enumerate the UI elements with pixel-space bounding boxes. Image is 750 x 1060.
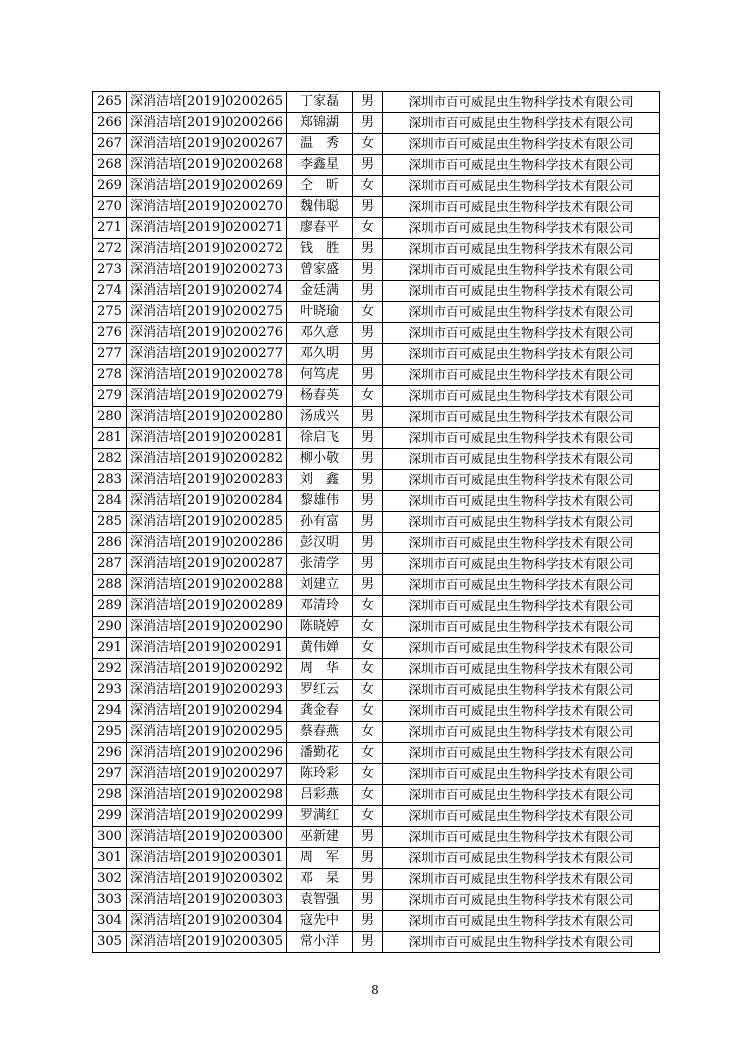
certificate-number-cell: 深消洁培[2019]0200298 [127, 785, 287, 806]
row-number-cell: 303 [93, 890, 127, 911]
table-row [93, 197, 660, 218]
person-name-cell: 魏伟聪 [287, 197, 353, 218]
company-name-cell: 深圳市百可威昆虫生物科学技术有限公司 [383, 218, 660, 239]
gender-cell: 男 [353, 407, 383, 428]
gender-cell: 男 [353, 575, 383, 596]
certificate-number-cell: 深消洁培[2019]0200292 [127, 659, 287, 680]
table-row [93, 785, 660, 806]
row-number-cell: 276 [93, 323, 127, 344]
person-name-cell: 金廷满 [287, 281, 353, 302]
person-name-cell: 罗满红 [287, 806, 353, 827]
company-name-cell: 深圳市百可威昆虫生物科学技术有限公司 [383, 680, 660, 701]
person-name-cell: 丁家磊 [287, 92, 353, 113]
row-number-cell: 286 [93, 533, 127, 554]
certificate-number-cell: 深消洁培[2019]0200281 [127, 428, 287, 449]
row-number-cell: 269 [93, 176, 127, 197]
roster-table [92, 91, 660, 953]
row-number-cell: 291 [93, 638, 127, 659]
company-name-cell: 深圳市百可威昆虫生物科学技术有限公司 [383, 617, 660, 638]
row-number-cell: 299 [93, 806, 127, 827]
row-number-cell: 272 [93, 239, 127, 260]
company-name-cell: 深圳市百可威昆虫生物科学技术有限公司 [383, 722, 660, 743]
person-name-cell: 陈玲彩 [287, 764, 353, 785]
table-row [93, 386, 660, 407]
certificate-number-cell: 深消洁培[2019]0200276 [127, 323, 287, 344]
table-row [93, 113, 660, 134]
row-number-cell: 304 [93, 911, 127, 932]
certificate-number-cell: 深消洁培[2019]0200283 [127, 470, 287, 491]
certificate-number-cell: 深消洁培[2019]0200297 [127, 764, 287, 785]
gender-cell: 男 [353, 932, 383, 953]
row-number-cell: 283 [93, 470, 127, 491]
row-number-cell: 287 [93, 554, 127, 575]
person-name-cell: 罗红云 [287, 680, 353, 701]
company-name-cell: 深圳市百可威昆虫生物科学技术有限公司 [383, 869, 660, 890]
company-name-cell: 深圳市百可威昆虫生物科学技术有限公司 [383, 113, 660, 134]
table-row [93, 659, 660, 680]
certificate-number-cell: 深消洁培[2019]0200275 [127, 302, 287, 323]
gender-cell: 女 [353, 806, 383, 827]
company-name-cell: 深圳市百可威昆虫生物科学技术有限公司 [383, 554, 660, 575]
row-number-cell: 277 [93, 344, 127, 365]
gender-cell: 女 [353, 176, 383, 197]
certificate-number-cell: 深消洁培[2019]0200294 [127, 701, 287, 722]
company-name-cell: 深圳市百可威昆虫生物科学技术有限公司 [383, 323, 660, 344]
row-number-cell: 265 [93, 92, 127, 113]
person-name-cell: 寇先中 [287, 911, 353, 932]
certificate-number-cell: 深消洁培[2019]0200301 [127, 848, 287, 869]
company-name-cell: 深圳市百可威昆虫生物科学技术有限公司 [383, 92, 660, 113]
company-name-cell: 深圳市百可威昆虫生物科学技术有限公司 [383, 575, 660, 596]
certificate-number-cell: 深消洁培[2019]0200273 [127, 260, 287, 281]
row-number-cell: 282 [93, 449, 127, 470]
row-number-cell: 271 [93, 218, 127, 239]
certificate-number-cell: 深消洁培[2019]0200284 [127, 491, 287, 512]
row-number-cell: 297 [93, 764, 127, 785]
certificate-number-cell: 深消洁培[2019]0200295 [127, 722, 287, 743]
row-number-cell: 273 [93, 260, 127, 281]
company-name-cell: 深圳市百可威昆虫生物科学技术有限公司 [383, 785, 660, 806]
row-number-cell: 268 [93, 155, 127, 176]
person-name-cell: 李鑫星 [287, 155, 353, 176]
certificate-number-cell: 深消洁培[2019]0200305 [127, 932, 287, 953]
gender-cell: 男 [353, 281, 383, 302]
certificate-number-cell: 深消洁培[2019]0200302 [127, 869, 287, 890]
person-name-cell: 廖春平 [287, 218, 353, 239]
company-name-cell: 深圳市百可威昆虫生物科学技术有限公司 [383, 638, 660, 659]
gender-cell: 男 [353, 470, 383, 491]
row-number-cell: 279 [93, 386, 127, 407]
gender-cell: 女 [353, 659, 383, 680]
person-name-cell: 龚金春 [287, 701, 353, 722]
row-number-cell: 267 [93, 134, 127, 155]
table-row [93, 176, 660, 197]
row-number-cell: 280 [93, 407, 127, 428]
person-name-cell: 柳小敬 [287, 449, 353, 470]
company-name-cell: 深圳市百可威昆虫生物科学技术有限公司 [383, 932, 660, 953]
company-name-cell: 深圳市百可威昆虫生物科学技术有限公司 [383, 890, 660, 911]
certificate-number-cell: 深消洁培[2019]0200280 [127, 407, 287, 428]
table-row [93, 134, 660, 155]
person-name-cell: 邓久意 [287, 323, 353, 344]
row-number-cell: 275 [93, 302, 127, 323]
gender-cell: 女 [353, 743, 383, 764]
person-name-cell: 袁智强 [287, 890, 353, 911]
row-number-cell: 290 [93, 617, 127, 638]
row-number-cell: 288 [93, 575, 127, 596]
person-name-cell: 刘 鑫 [287, 470, 353, 491]
certificate-number-cell: 深消洁培[2019]0200282 [127, 449, 287, 470]
company-name-cell: 深圳市百可威昆虫生物科学技术有限公司 [383, 134, 660, 155]
person-name-cell: 邓 杲 [287, 869, 353, 890]
row-number-cell: 292 [93, 659, 127, 680]
row-number-cell: 274 [93, 281, 127, 302]
row-number-cell: 270 [93, 197, 127, 218]
person-name-cell: 邓清玲 [287, 596, 353, 617]
person-name-cell: 温 秀 [287, 134, 353, 155]
row-number-cell: 300 [93, 827, 127, 848]
company-name-cell: 深圳市百可威昆虫生物科学技术有限公司 [383, 533, 660, 554]
roster-table-body [93, 92, 660, 953]
certificate-number-cell: 深消洁培[2019]0200303 [127, 890, 287, 911]
table-row [93, 323, 660, 344]
gender-cell: 男 [353, 113, 383, 134]
company-name-cell: 深圳市百可威昆虫生物科学技术有限公司 [383, 176, 660, 197]
certificate-number-cell: 深消洁培[2019]0200271 [127, 218, 287, 239]
person-name-cell: 邓久明 [287, 344, 353, 365]
gender-cell: 男 [353, 911, 383, 932]
row-number-cell: 302 [93, 869, 127, 890]
company-name-cell: 深圳市百可威昆虫生物科学技术有限公司 [383, 491, 660, 512]
gender-cell: 男 [353, 197, 383, 218]
table-row [93, 239, 660, 260]
certificate-number-cell: 深消洁培[2019]0200304 [127, 911, 287, 932]
company-name-cell: 深圳市百可威昆虫生物科学技术有限公司 [383, 239, 660, 260]
row-number-cell: 295 [93, 722, 127, 743]
company-name-cell: 深圳市百可威昆虫生物科学技术有限公司 [383, 911, 660, 932]
gender-cell: 女 [353, 722, 383, 743]
gender-cell: 女 [353, 638, 383, 659]
table-row [93, 911, 660, 932]
person-name-cell: 仝 昕 [287, 176, 353, 197]
person-name-cell: 吕彩燕 [287, 785, 353, 806]
company-name-cell: 深圳市百可威昆虫生物科学技术有限公司 [383, 659, 660, 680]
certificate-number-cell: 深消洁培[2019]0200293 [127, 680, 287, 701]
company-name-cell: 深圳市百可威昆虫生物科学技术有限公司 [383, 197, 660, 218]
certificate-number-cell: 深消洁培[2019]0200289 [127, 596, 287, 617]
row-number-cell: 284 [93, 491, 127, 512]
certificate-number-cell: 深消洁培[2019]0200285 [127, 512, 287, 533]
certificate-number-cell: 深消洁培[2019]0200300 [127, 827, 287, 848]
certificate-number-cell: 深消洁培[2019]0200290 [127, 617, 287, 638]
table-row [93, 281, 660, 302]
table-row [93, 575, 660, 596]
certificate-number-cell: 深消洁培[2019]0200266 [127, 113, 287, 134]
gender-cell: 男 [353, 848, 383, 869]
gender-cell: 男 [353, 512, 383, 533]
table-row [93, 491, 660, 512]
row-number-cell: 285 [93, 512, 127, 533]
gender-cell: 女 [353, 302, 383, 323]
company-name-cell: 深圳市百可威昆虫生物科学技术有限公司 [383, 806, 660, 827]
gender-cell: 男 [353, 554, 383, 575]
certificate-number-cell: 深消洁培[2019]0200267 [127, 134, 287, 155]
gender-cell: 女 [353, 701, 383, 722]
table-row [93, 701, 660, 722]
table-row [93, 512, 660, 533]
person-name-cell: 何笃虎 [287, 365, 353, 386]
gender-cell: 女 [353, 617, 383, 638]
row-number-cell: 278 [93, 365, 127, 386]
table-row [93, 848, 660, 869]
person-name-cell: 郑锦湖 [287, 113, 353, 134]
certificate-number-cell: 深消洁培[2019]0200278 [127, 365, 287, 386]
gender-cell: 女 [353, 596, 383, 617]
person-name-cell: 蔡春燕 [287, 722, 353, 743]
company-name-cell: 深圳市百可威昆虫生物科学技术有限公司 [383, 764, 660, 785]
gender-cell: 男 [353, 827, 383, 848]
gender-cell: 男 [353, 92, 383, 113]
page-number: 8 [371, 983, 379, 997]
company-name-cell: 深圳市百可威昆虫生物科学技术有限公司 [383, 281, 660, 302]
gender-cell: 男 [353, 365, 383, 386]
company-name-cell: 深圳市百可威昆虫生物科学技术有限公司 [383, 365, 660, 386]
company-name-cell: 深圳市百可威昆虫生物科学技术有限公司 [383, 302, 660, 323]
table-row [93, 449, 660, 470]
row-number-cell: 289 [93, 596, 127, 617]
company-name-cell: 深圳市百可威昆虫生物科学技术有限公司 [383, 260, 660, 281]
gender-cell: 男 [353, 890, 383, 911]
table-row [93, 428, 660, 449]
gender-cell: 男 [353, 344, 383, 365]
gender-cell: 男 [353, 239, 383, 260]
table-row [93, 827, 660, 848]
gender-cell: 男 [353, 155, 383, 176]
certificate-number-cell: 深消洁培[2019]0200272 [127, 239, 287, 260]
certificate-number-cell: 深消洁培[2019]0200299 [127, 806, 287, 827]
company-name-cell: 深圳市百可威昆虫生物科学技术有限公司 [383, 386, 660, 407]
gender-cell: 女 [353, 785, 383, 806]
gender-cell: 男 [353, 428, 383, 449]
person-name-cell: 汤成兴 [287, 407, 353, 428]
table-row [93, 554, 660, 575]
certificate-number-cell: 深消洁培[2019]0200288 [127, 575, 287, 596]
certificate-number-cell: 深消洁培[2019]0200274 [127, 281, 287, 302]
table-row [93, 470, 660, 491]
person-name-cell: 叶晓瑜 [287, 302, 353, 323]
certificate-number-cell: 深消洁培[2019]0200269 [127, 176, 287, 197]
table-row [93, 680, 660, 701]
table-row [93, 722, 660, 743]
gender-cell: 男 [353, 449, 383, 470]
certificate-number-cell: 深消洁培[2019]0200277 [127, 344, 287, 365]
certificate-number-cell: 深消洁培[2019]0200270 [127, 197, 287, 218]
table-row [93, 617, 660, 638]
certificate-number-cell: 深消洁培[2019]0200268 [127, 155, 287, 176]
gender-cell: 男 [353, 260, 383, 281]
table-row [93, 764, 660, 785]
row-number-cell: 294 [93, 701, 127, 722]
gender-cell: 男 [353, 323, 383, 344]
gender-cell: 女 [353, 764, 383, 785]
person-name-cell: 钱 胜 [287, 239, 353, 260]
certificate-number-cell: 深消洁培[2019]0200286 [127, 533, 287, 554]
person-name-cell: 潘勤花 [287, 743, 353, 764]
company-name-cell: 深圳市百可威昆虫生物科学技术有限公司 [383, 743, 660, 764]
table-row [93, 260, 660, 281]
company-name-cell: 深圳市百可威昆虫生物科学技术有限公司 [383, 596, 660, 617]
row-number-cell: 281 [93, 428, 127, 449]
person-name-cell: 黎雄伟 [287, 491, 353, 512]
certificate-number-cell: 深消洁培[2019]0200296 [127, 743, 287, 764]
person-name-cell: 徐启飞 [287, 428, 353, 449]
company-name-cell: 深圳市百可威昆虫生物科学技术有限公司 [383, 407, 660, 428]
person-name-cell: 黄伟婵 [287, 638, 353, 659]
row-number-cell: 301 [93, 848, 127, 869]
company-name-cell: 深圳市百可威昆虫生物科学技术有限公司 [383, 155, 660, 176]
certificate-number-cell: 深消洁培[2019]0200291 [127, 638, 287, 659]
table-row [93, 92, 660, 113]
gender-cell: 女 [353, 218, 383, 239]
gender-cell: 男 [353, 869, 383, 890]
person-name-cell: 周 华 [287, 659, 353, 680]
gender-cell: 女 [353, 134, 383, 155]
gender-cell: 男 [353, 491, 383, 512]
table-row [93, 155, 660, 176]
row-number-cell: 266 [93, 113, 127, 134]
table-row [93, 596, 660, 617]
row-number-cell: 293 [93, 680, 127, 701]
certificate-number-cell: 深消洁培[2019]0200287 [127, 554, 287, 575]
table-row [93, 890, 660, 911]
company-name-cell: 深圳市百可威昆虫生物科学技术有限公司 [383, 848, 660, 869]
person-name-cell: 曾家盛 [287, 260, 353, 281]
company-name-cell: 深圳市百可威昆虫生物科学技术有限公司 [383, 512, 660, 533]
company-name-cell: 深圳市百可威昆虫生物科学技术有限公司 [383, 701, 660, 722]
table-row [93, 743, 660, 764]
person-name-cell: 张清学 [287, 554, 353, 575]
certificate-number-cell: 深消洁培[2019]0200279 [127, 386, 287, 407]
person-name-cell: 陈晓婷 [287, 617, 353, 638]
company-name-cell: 深圳市百可威昆虫生物科学技术有限公司 [383, 827, 660, 848]
table-row [93, 638, 660, 659]
row-number-cell: 298 [93, 785, 127, 806]
table-row [93, 365, 660, 386]
person-name-cell: 巫新建 [287, 827, 353, 848]
table-row [93, 344, 660, 365]
person-name-cell: 常小洋 [287, 932, 353, 953]
person-name-cell: 彭汉明 [287, 533, 353, 554]
table-row [93, 533, 660, 554]
company-name-cell: 深圳市百可威昆虫生物科学技术有限公司 [383, 449, 660, 470]
company-name-cell: 深圳市百可威昆虫生物科学技术有限公司 [383, 470, 660, 491]
gender-cell: 女 [353, 386, 383, 407]
table-row [93, 302, 660, 323]
person-name-cell: 孙有富 [287, 512, 353, 533]
person-name-cell: 杨春英 [287, 386, 353, 407]
table-row [93, 806, 660, 827]
table-row [93, 407, 660, 428]
gender-cell: 女 [353, 680, 383, 701]
company-name-cell: 深圳市百可威昆虫生物科学技术有限公司 [383, 428, 660, 449]
gender-cell: 男 [353, 533, 383, 554]
company-name-cell: 深圳市百可威昆虫生物科学技术有限公司 [383, 344, 660, 365]
certificate-number-cell: 深消洁培[2019]0200265 [127, 92, 287, 113]
table-row [93, 932, 660, 953]
person-name-cell: 刘建立 [287, 575, 353, 596]
person-name-cell: 周 军 [287, 848, 353, 869]
table-row [93, 869, 660, 890]
row-number-cell: 305 [93, 932, 127, 953]
table-row [93, 218, 660, 239]
row-number-cell: 296 [93, 743, 127, 764]
